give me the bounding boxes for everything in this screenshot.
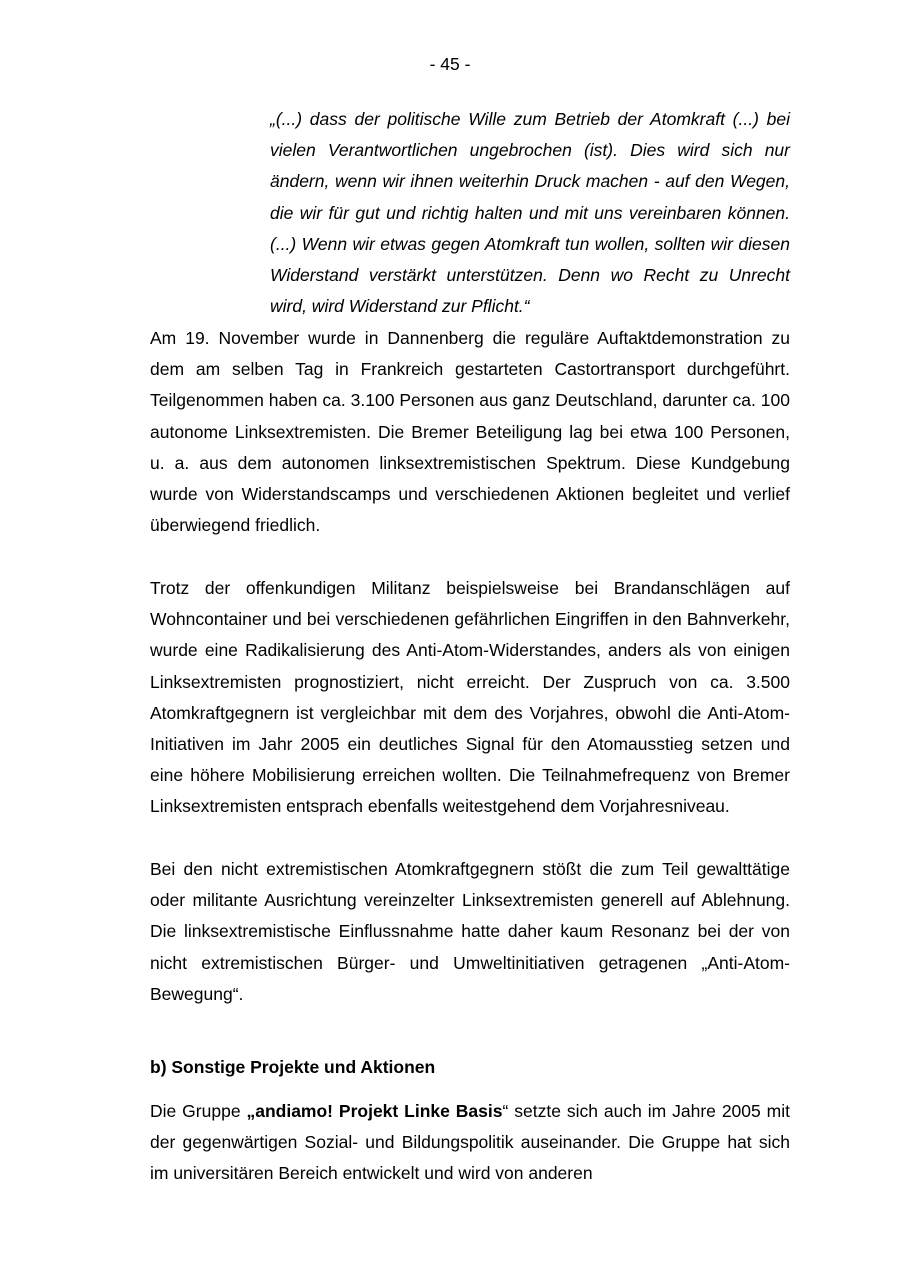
paragraph-militancy: Trotz der offenkundigen Militanz beispielsweise bei Brandanschlägen auf Wohncontainer und bei verschiedenen gefährlichen Eingriffen in den Bahnverkehr, wurde eine Radikalisierung des Anti-Atom-Widerstandes, anders als von einigen Linksextremisten prognostiziert, nicht erreicht. Der Zuspruch von ca. 3.500 Atomkraftgegnern ist vergleichbar mit dem des Vorjahres, obwohl die Anti-Atom-Initiativen im Jahr 2005 ein deutliches Signal für den Atomausstieg setzen und eine höhere Mobilisierung erreichen wollten. Die Teilnahmefrequenz von Bremer Linksextremisten entsprach ebenfalls weitestgehend dem Vorjahresniveau.	[150, 578, 790, 817]
paragraph-andiamo	[150, 1096, 790, 1190]
group-name: „andiamo! Projekt Linke Basis	[246, 1101, 503, 1121]
paragraph-non-extremist: Bei den nicht extremistischen Atomkraftgegnern stößt die zum Teil gewalttätige oder militante Ausrichtung vereinzelter Linksextremisten generell auf Ablehnung. Die linksextremistische Einflussnahme hatte daher kaum Resonanz bei der von nicht extremistischen Bürger- und Umweltinitiativen getragenen „Anti-Atom-Bewegung“.	[150, 859, 790, 1004]
section-heading: b) Sonstige Projekte und Aktionen	[150, 1057, 436, 1077]
paragraph-andiamo-prefix: Die Gruppe	[150, 1101, 247, 1121]
paragraph-andiamo-suffix: “ setzte sich auch im Jahre 2005 mit der gegenwärtigen Sozial- und Bildungspolitik auseinander. Die Gruppe hat sich im universitären Bereich entwickelt und wird von anderen	[150, 1101, 791, 1184]
paragraph-demonstration: Am 19. November wurde in Dannenberg die reguläre Auftaktdemonstration zu dem am selben Tag in Frankreich gestarteten Castortransport durchgeführt. Teilgenommen haben ca. 3.100 Personen aus ganz Deutschland, darunter ca. 100 autonome Linksextremisten. Die Bremer Beteiligung lag bei etwa 100 Personen, u. a. aus dem autonomen linksextremistischen Spektrum. Diese Kundgebung wurde von Widerstandscamps und verschiedenen Aktionen begleitet und verlief überwiegend friedlich.	[150, 328, 790, 536]
page-number: - 45 -	[429, 54, 471, 74]
block-quote: „(...) dass der politische Wille zum Betrieb der Atomkraft (...) bei vielen Verantwortlichen ungebrochen (ist). Dies wird sich nur ändern, wenn wir ihnen weiterhin Druck machen - auf den Wegen, die wir für gut und richtig halten und mit uns vereinbaren können. (...) Wenn wir etwas gegen Atomkraft tun wollen, sollten wir diesen Widerstand verstärkt unterstützen. Denn wo Recht zu Unrecht wird, wird Widerstand zur Pflicht.“	[270, 109, 790, 317]
